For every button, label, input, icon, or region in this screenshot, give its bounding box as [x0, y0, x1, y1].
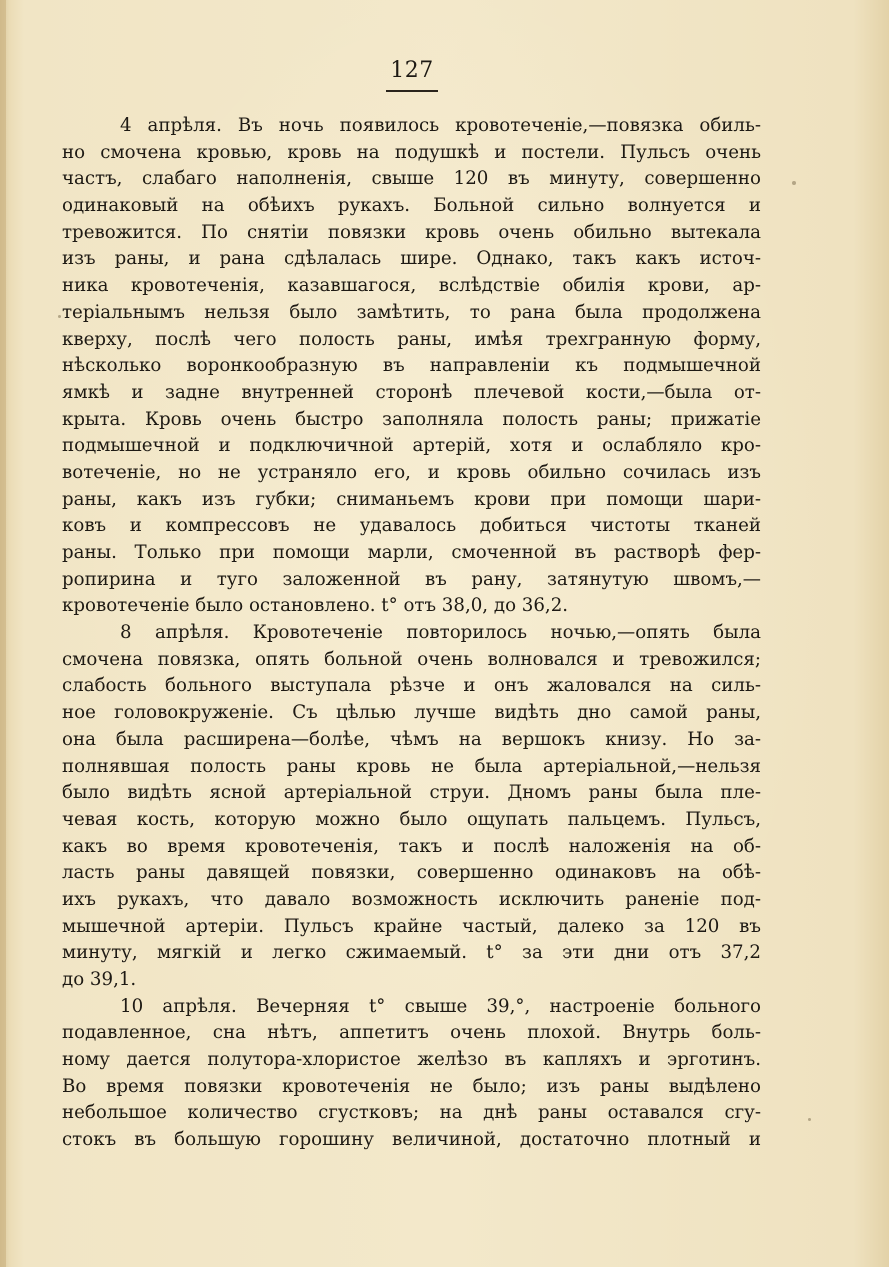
text-line: частъ, слабаго наполненія, свыше 120 въ минуту, совершенно [62, 168, 761, 190]
text-line: тревожится. По снятіи повязки кровь очень обильно вытекала [62, 221, 761, 243]
text-line: кровотеченіе было остановлено. t° отъ 38,0, до 36,2. [62, 595, 569, 617]
text-line: ихъ рукахъ, что давало возможность исключить раненіе под- [62, 888, 761, 910]
text-line: раны. Только при помощи марли, смоченной въ растворѣ фер- [62, 542, 761, 563]
text-line: до 39,1. [62, 969, 137, 990]
text-line: ласть раны давящей повязки, совершенно одинаковъ на обѣ- [62, 862, 761, 884]
body-text [62, 113, 761, 1154]
page-number-underline [386, 90, 438, 92]
paper-speck [808, 1118, 811, 1121]
text-line: теріальнымъ нельзя было замѣтить, то рана была продолжена [62, 301, 761, 323]
text-line: небольшое количество сгустковъ; на днѣ раны оставался сгу- [62, 1102, 761, 1124]
text-line: Во время повязки кровотеченія не было; изъ раны выдѣлено [62, 1075, 761, 1097]
text-line: подмышечной и подключичной артерій, хотя и ослабляло кро- [62, 435, 761, 457]
text-line: ковъ и компрессовъ не удавалось добиться чистоты тканей [62, 515, 761, 537]
text-line: минуту, мягкій и легко сжимаемый. t° за эти дни отъ 37,2 [62, 942, 761, 964]
text-line: ропирина и туго заложенной въ рану, затянутую швомъ,— [62, 568, 761, 590]
paper-speck [792, 181, 796, 185]
text-line: кверху, послѣ чего полость раны, имѣя трехгранную форму, [62, 328, 761, 350]
text-line: но смочена кровью, кровь на подушкѣ и постели. Пульсъ очень [62, 141, 761, 163]
paper-speck [58, 315, 61, 318]
text-line: нѣсколько воронкообразную въ направленіи къ подмышечной [62, 355, 761, 377]
text-line: она была расширена—болѣе, чѣмъ на вершокъ книзу. Но за- [62, 728, 761, 750]
text-line: ямкѣ и задне внутренней сторонѣ плечевой кости,—была от- [62, 381, 761, 403]
text-line: какъ во время кровотеченія, такъ и послѣ наложенія на об- [62, 835, 761, 857]
text-line: стокъ въ большую горошину величиной, достаточно плотный и [62, 1129, 761, 1151]
text-line: вотеченіе, но не устраняло его, и кровь обильно сочилась изъ [62, 461, 761, 483]
text-line: 4 апрѣля. Въ ночь появилось кровотеченіе,—повязка обиль- [120, 115, 761, 136]
text-line: раны, какъ изъ губки; сниманьемъ крови при помощи шари- [62, 488, 761, 510]
text-line: ное головокруженіе. Съ цѣлью лучше видѣть дно самой раны, [62, 702, 761, 724]
text-line: чевая кость, которую можно было ощупать пальцемъ. Пульсъ, [62, 808, 761, 830]
text-line: крыта. Кровь очень быстро заполняла полость раны; прижатіе [62, 408, 761, 430]
page-number: 127 [390, 58, 434, 83]
text-line: одинаковый на обѣихъ рукахъ. Больной сильно волнуется и [62, 195, 761, 217]
text-line: смочена повязка, опять больной очень волновался и тревожился; [62, 648, 761, 670]
text-line: изъ раны, и рана сдѣлалась шире. Однако, такъ какъ источ- [62, 248, 761, 270]
text-line: ному дается полутора-хлористое желѣзо въ капляхъ и эрготинъ. [62, 1049, 761, 1071]
text-line: полнявшая полость раны кровь не была артеріальной,—нельзя [62, 755, 761, 777]
text-line: 8 апрѣля. Кровотеченіе повторилось ночью,—опять была [120, 622, 761, 644]
text-line: было видѣть ясной артеріальной струи. Дномъ раны была пле- [62, 782, 761, 804]
text-line: слабость больного выступала рѣзче и онъ жаловался на силь- [62, 675, 761, 697]
text-line: 10 апрѣля. Вечерняя t° свыше 39,°, настроеніе больного [120, 995, 761, 1017]
text-line: подавленное, сна нѣтъ, аппетитъ очень плохой. Внутрь боль- [62, 1022, 761, 1044]
text-line: ника кровотеченія, казавшагося, вслѣдствіе обилія крови, ар- [62, 275, 761, 297]
text-line: мышечной артеріи. Пульсъ крайне частый, далеко за 120 въ [62, 915, 761, 937]
page-edge-shadow [0, 0, 6, 1267]
